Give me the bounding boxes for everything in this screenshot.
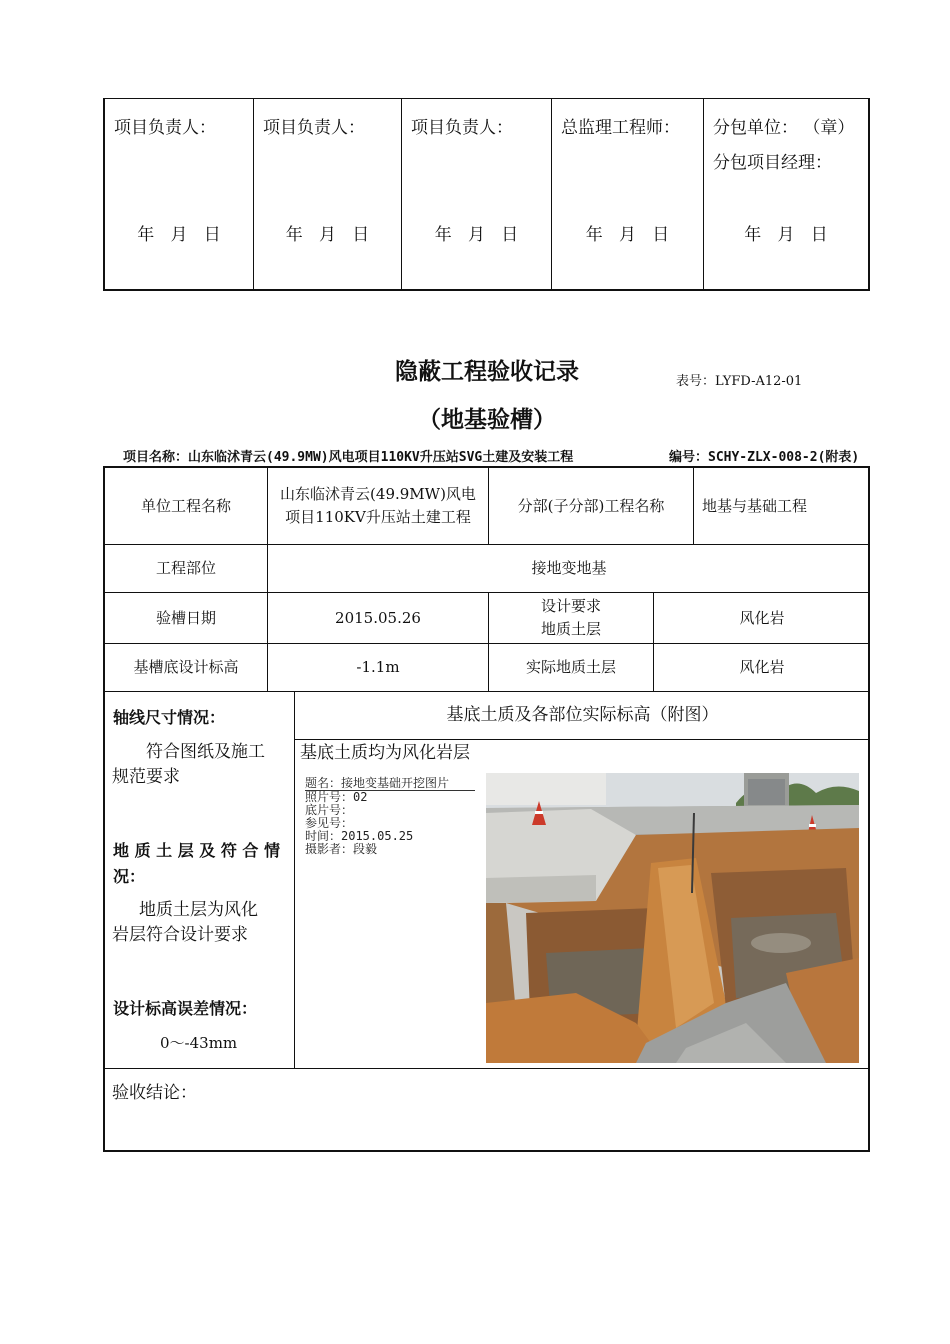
geology-text-1: 地质土层为风化 bbox=[139, 900, 258, 920]
caption-negative-number: 底片号： bbox=[305, 803, 354, 817]
actual-soil-value: 风化岩 bbox=[654, 644, 870, 692]
signature-date: 年 月 日 bbox=[285, 225, 370, 245]
caption-reference-number: 参见号： bbox=[305, 816, 354, 830]
soil-description: 基底土质均为风化岩层 bbox=[300, 743, 470, 763]
geology-text-2: 岩层符合设计要求 bbox=[112, 925, 248, 945]
right-panel-header: 基底土质及各部位实际标高（附图） bbox=[295, 692, 870, 740]
caption-time: 时间：2015.05.25 bbox=[305, 829, 414, 843]
elevation-label: 基槽底设计标高 bbox=[105, 644, 268, 692]
axis-text-1: 符合图纸及施工 bbox=[146, 742, 265, 762]
conclusion-label: 验收结论： bbox=[112, 1083, 197, 1103]
axis-title: 轴线尺寸情况： bbox=[113, 708, 226, 727]
project-name: 项目名称：山东临沭青云(49.9MW)风电项目110KV升压站SVG土建及安装工程 bbox=[123, 450, 574, 465]
unit-label: 单位工程名称 bbox=[105, 468, 268, 545]
part-value: 接地变地基 bbox=[268, 545, 870, 593]
page-subtitle: （地基验槽） bbox=[418, 407, 556, 433]
signature-role: 总监理工程师： bbox=[561, 118, 680, 138]
date-label: 验槽日期 bbox=[105, 593, 268, 644]
signature-cell-4 bbox=[552, 99, 704, 291]
subdivision-value: 地基与基础工程 bbox=[694, 468, 870, 545]
unit-value-line-2: 项目110KV升压站土建工程 bbox=[285, 508, 471, 526]
signature-date: 年 月 日 bbox=[137, 225, 221, 245]
signature-table bbox=[103, 98, 870, 291]
caption-photo-number: 照片号：02 bbox=[305, 790, 368, 804]
signature-role: 分包单位： （章） bbox=[713, 118, 855, 138]
caption-title: 题名：接地变基础开挖图片 bbox=[305, 777, 475, 791]
design-requirement-value: 风化岩 bbox=[654, 593, 870, 644]
design-req-line-1: 设计要求 bbox=[540, 597, 601, 615]
elevation-value: -1.1m bbox=[268, 644, 489, 692]
elevation-error-value: 0～-43mm bbox=[160, 1034, 238, 1052]
axis-text-2: 规范要求 bbox=[112, 767, 180, 787]
signature-date: 年 月 日 bbox=[744, 225, 828, 245]
geology-title-1: 地 质 土 层 及 符 合 情 bbox=[113, 841, 280, 860]
elevation-error-title: 设计标高误差情况： bbox=[113, 999, 258, 1018]
page-title: 隐蔽工程验收记录 bbox=[395, 359, 579, 385]
geology-title-2: 况： bbox=[113, 867, 146, 886]
design-requirement-label bbox=[489, 593, 654, 644]
photo-caption bbox=[305, 777, 475, 856]
signature-role: 项目负责人： bbox=[114, 118, 216, 138]
signature-cell-3 bbox=[402, 99, 552, 291]
signature-cell-2 bbox=[254, 99, 402, 291]
serial-number: 编号：SCHY-ZLX-008-2(附表) bbox=[669, 450, 860, 465]
signature-role-secondary: 分包项目经理： bbox=[713, 153, 832, 173]
signature-role: 项目负责人： bbox=[263, 118, 365, 138]
form-number: 表号：LYFD-A12-01 bbox=[676, 374, 803, 389]
signature-cell-5 bbox=[704, 99, 870, 291]
subdivision-label: 分部(子分部)工程名称 bbox=[489, 468, 694, 545]
signature-role: 项目负责人： bbox=[411, 118, 513, 138]
signature-cell-1 bbox=[104, 99, 254, 291]
unit-value bbox=[268, 468, 489, 545]
excavation-photo bbox=[486, 773, 859, 1063]
signature-date: 年 月 日 bbox=[434, 225, 519, 245]
date-value: 2015.05.26 bbox=[268, 593, 489, 644]
caption-photographer: 摄影者：段毅 bbox=[305, 842, 378, 856]
unit-value-line-1: 山东临沭青云(49.9MW)风电 bbox=[280, 485, 476, 503]
part-label: 工程部位 bbox=[105, 545, 268, 593]
design-req-line-2: 地质土层 bbox=[540, 620, 601, 638]
signature-date: 年 月 日 bbox=[585, 225, 670, 245]
actual-soil-label: 实际地质土层 bbox=[489, 644, 654, 692]
